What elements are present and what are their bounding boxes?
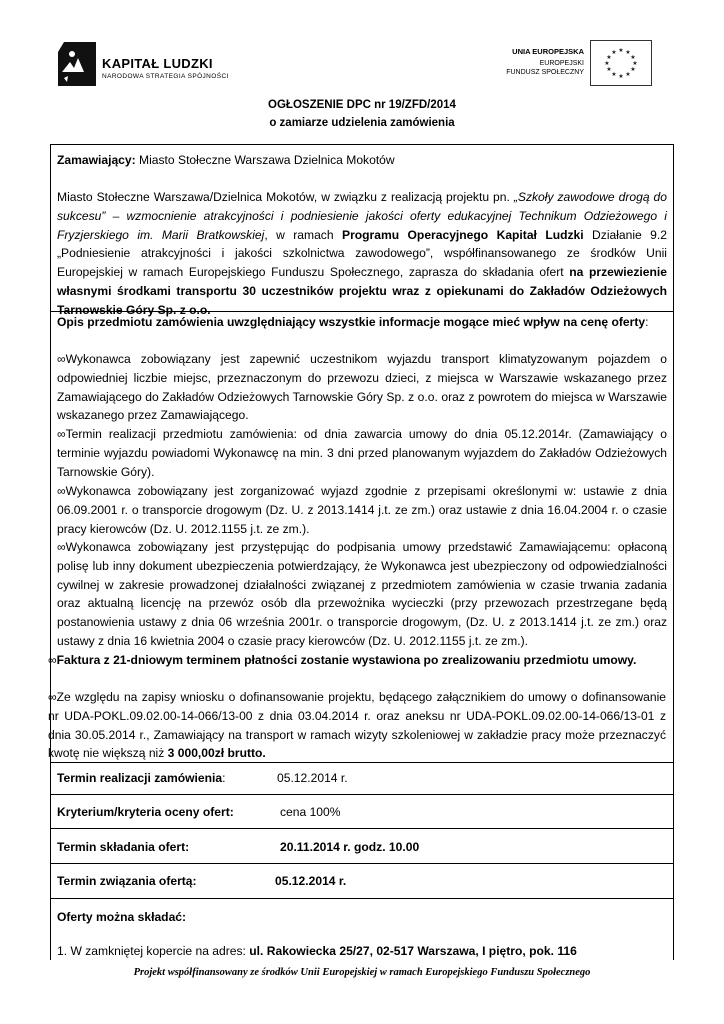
list-item-invoice [48, 651, 666, 670]
logo-left-subtitle: NARODOWA STRATEGIA SPÓJNOŚCI [102, 73, 229, 80]
list-item-text: Wykonawca zobowiązany jest przystępując do podpisania umowy przedstawić Zamawiającemu: opłaconą polisę lub inny dokument ubezpieczenia potwierdzający, że Wykonawca jest ubezpieczony od odpowiedzialności cywilnej w zakresie prowadzonej działalności związanej z przedmiotem zamówienia w czasie trwania zadania oraz aktualną licencję na przewóz osób dla przewożnika wycieczki (przy przewozach przestrzegane będą postanowienia ustawy z dnia 06 września 2001r. o transporcie drogowym, (Dz. U. z 2013.1414 j.t. ze zm.) oraz ustawy z dnia 16 kwietnia 2004 o czasie pracy kierowców (Dz. U. 2012.1155 j.t. ze zm.). [57, 540, 667, 648]
eu-logo [470, 40, 660, 90]
ordering-party-section [50, 144, 674, 317]
list-item [57, 538, 667, 651]
subject-summary: na przewiezienie własnymi środkami transportu 30 uczestników projektu wraz z opiekunami do Zakładów Odzieżowych Tarnowskie Góry Sp. z o.o. [57, 265, 667, 317]
list-item-budget [48, 688, 666, 763]
list-item-text: Termin realizacji przedmiotu zamówienia: od dnia zawarcia umowy do dnia 05.12.2014r. (Zamawiający o terminie wyjazdu powiadomi Wykonawcę na min. 3 dni przed planowanym wyjazdem do Zakładów Odzieżowych Tarnowskie Góry). [57, 427, 667, 479]
announcement-subtitle: o zamiarze udzielenia zamówienia [269, 117, 455, 129]
submission-deadline-row [50, 828, 674, 864]
kapital-ludzki-logo [58, 42, 258, 90]
list-item [57, 942, 667, 961]
offer-validity-label: Termin związania ofertą: [57, 874, 197, 888]
list-item-number: 1. [57, 944, 68, 958]
list-item-text: Wykonawca zobowiązany jest zapewnić uczestnikom wyjazdu transport klimatyzowanym pojazdem o odpowiedniej liczbie miejsc, przeznaczonym do przewozu dzieci, z miejsca w Warszawie wskazanego przez Zamawiającego do Zakładów Odzieżowych Tarnowskie Góry Sp. z o.o. oraz z powrotem do miejsca w Warszawie wskazanego przez Zamawiającego. [57, 352, 667, 423]
order-description-heading-text: Opis przedmiotu zamówienia uwzględniający wszystkie informacje mogące mieć wpływ na cenę oferty [57, 315, 646, 329]
completion-date-row [50, 762, 674, 795]
svg-text:★: ★ [618, 73, 624, 80]
list-item-text: Wykonawca zobowiązany jest zorganizować wyjazd zgodnie z przepisami określonymi w: ustawie z dnia 06.09.2001 r. o transporcie drogowym (Dz. U. z 2013.1414 j.t. ze zm.) oraz ustawie z dnia 16.04.2004 r. o czasie pracy kierowców (Dz. U. 2012.1155 j.t. ze zm.). [57, 484, 667, 536]
eu-logo-line2: EUROPEJSKI [539, 60, 584, 67]
bullet-infinity-icon: ∞ [57, 427, 66, 441]
offers-submission-section [50, 898, 674, 960]
svg-text:★: ★ [632, 60, 638, 67]
budget-amount: 3 000,00zł brutto. [167, 746, 266, 761]
list-item-text: W zamkniętej kopercie na adres: [70, 944, 250, 958]
svg-text:★: ★ [630, 66, 636, 73]
submission-deadline-value: 20.11.2014 r. godz. 10.00 [280, 840, 420, 854]
completion-date-label-text: Termin realizacji zamówienia [57, 771, 223, 785]
order-description-colon: : [645, 315, 649, 329]
ordering-party-value: Miasto Stołeczne Warszawa Dzielnica Mokotów [135, 153, 395, 167]
invoice-terms: Faktura z 21-dniowym terminem płatności zostanie wystawiona po zrealizowaniu przedmiotu umowy. [56, 653, 637, 667]
eu-logo-line3: FUNDUSZ SPOŁECZNY [506, 69, 584, 76]
bullet-infinity-icon: ∞ [57, 352, 66, 366]
ordering-party-label: Zamawiający: [57, 153, 136, 167]
offer-validity-row [50, 863, 674, 899]
project-text-c: , w ramach [264, 227, 342, 242]
svg-text:★: ★ [611, 49, 617, 56]
order-description-section [50, 311, 674, 763]
criteria-value: cena 100% [280, 805, 341, 819]
submission-address: ul. Rakowiecka 25/27, 02-517 Warszawa, I piętro, pok. 116 [249, 944, 577, 958]
offer-validity-value: 05.12.2014 r. [275, 874, 347, 888]
budget-text: Ze względu na zapisy wniosku o dofinansowanie projektu, będącego załącznikiem do umowy o dofinansowanie nr UDA-POKL.09.02.00-14-066/13-00 z dnia 03.04.2014 r. oraz aneksu nr UDA-POKL.09.02.00-14-066/13-01 z dnia 30.05.2014 r., Zamawiający na transport w ramach wizyty szkoleniowej w zakładzie pracy może przeznaczyć kwotę nie większą niż [48, 690, 666, 761]
svg-text:★: ★ [618, 47, 624, 54]
offers-submission-heading: Oferty można składać: [57, 910, 187, 924]
svg-text:★: ★ [606, 54, 612, 61]
project-text-a: Miasto Stołeczne Warszawa/Dzielnica Mokotów, w związku z realizacją projektu pn. [57, 190, 514, 204]
eu-flag-icon [590, 40, 652, 86]
submission-deadline-label: Termin składania ofert: [57, 840, 190, 854]
svg-text:★: ★ [625, 49, 631, 56]
bullet-infinity-icon: ∞ [57, 540, 66, 554]
criteria-label: Kryterium/kryteria oceny ofert: [57, 805, 234, 819]
list-item [57, 350, 667, 425]
project-name: „Szkoły zawodowe drogą do sukcesu” – wzmocnienie atrakcyjności i podniesienie jakości oferty edukacyjnej Technikum Odzieżowego i Fryzjerskiego im. Marii Bratkowskiej [57, 190, 667, 242]
bullet-infinity-icon: ∞ [57, 484, 66, 498]
project-text-e: Działanie 9.2 „Podniesienie atrakcyjności i jakości szkolnictwa zawodowego”, współfinansowanego ze środków Unii Europejskiej w ramach Europejskiego Funduszu Społecznego, zaprasza do składania ofert [57, 227, 667, 280]
criteria-row [50, 794, 674, 829]
svg-text:★: ★ [630, 54, 636, 61]
logo-left-title: KAPITAŁ LUDZKI [102, 56, 213, 71]
project-description [57, 188, 667, 320]
footer-cofinancing-note: Projekt współfinansowany ze środków Unii Europejskiej w ramach Europejskiego Funduszu Społecznego [133, 967, 591, 978]
svg-text:★: ★ [625, 71, 631, 78]
completion-date-label [57, 771, 226, 785]
list-item [57, 482, 667, 538]
svg-text:★: ★ [604, 60, 610, 67]
ordering-party-line [57, 151, 667, 170]
bullet-infinity-icon: ∞ [48, 690, 57, 704]
program-name: Programu Operacyjnego Kapitał Ludzki [342, 227, 584, 242]
eu-logo-line1: UNIA EUROPEJSKA [512, 47, 584, 56]
list-item [57, 425, 667, 481]
bullet-infinity-icon: ∞ [48, 653, 57, 667]
order-description-heading [57, 313, 667, 332]
completion-date-colon: : [222, 771, 226, 785]
completion-date-value: 05.12.2014 r. [277, 771, 348, 785]
announcement-title: OGŁOSZENIE DPC nr 19/ZFD/2014 [268, 99, 456, 111]
svg-text:★: ★ [611, 71, 617, 78]
kapital-ludzki-emblem-icon [58, 42, 96, 86]
svg-text:★: ★ [606, 66, 612, 73]
